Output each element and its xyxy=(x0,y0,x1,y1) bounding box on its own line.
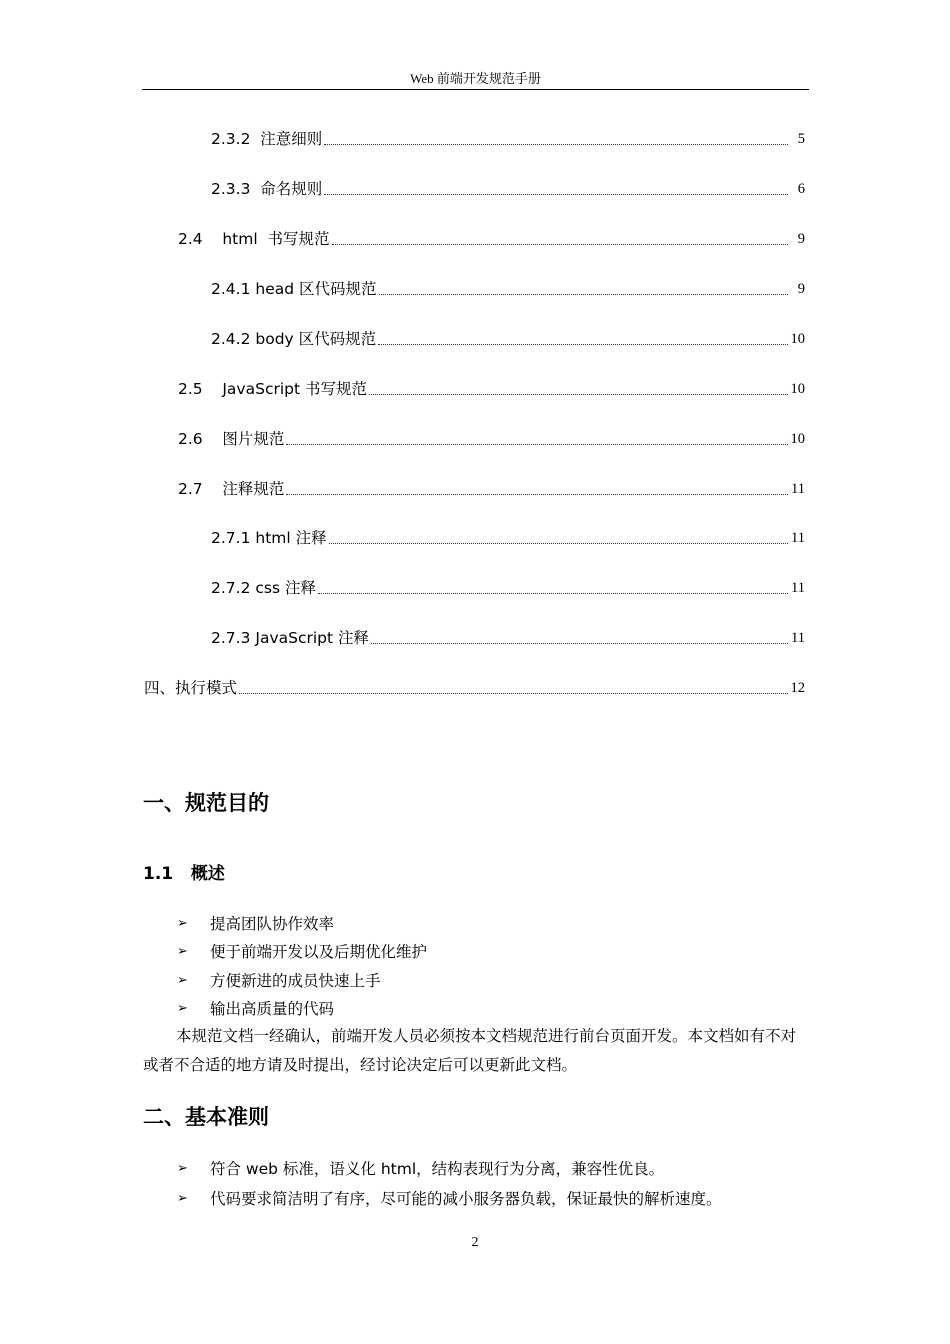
toc-leader-dots xyxy=(332,243,788,245)
page-number: 2 xyxy=(471,1235,479,1250)
toc-label: html 书写规范 xyxy=(222,230,330,248)
toc-label: 命名规则 xyxy=(260,180,323,198)
toc-number: 2.7.2 xyxy=(211,579,256,597)
toc-label: 注释规范 xyxy=(222,480,285,498)
toc-entry[interactable] xyxy=(211,177,805,199)
list-item-text: 方便新进的成员快速上手 xyxy=(210,972,381,990)
toc-entry[interactable] xyxy=(178,377,805,399)
list-item xyxy=(177,998,334,1020)
toc-page-number: 11 xyxy=(791,530,805,546)
toc-number: 2.4.2 xyxy=(211,330,256,348)
toc-number: 2.3.2 xyxy=(211,130,261,148)
toc-page-number: 9 xyxy=(797,231,805,247)
toc-entry[interactable] xyxy=(178,227,805,249)
list-item-text: 代码要求简洁明了有序，尽可能的减小服务器负载，保证最快的解析速度。 xyxy=(210,1190,722,1208)
toc-number: 2.7 xyxy=(178,480,223,498)
toc-page-number: 11 xyxy=(791,630,805,646)
toc-page-number: 10 xyxy=(790,331,805,347)
toc-page-number: 10 xyxy=(790,431,805,447)
toc-leader-dots xyxy=(379,293,789,295)
bullet-arrow-icon: ➢ xyxy=(177,944,188,959)
toc-leader-dots xyxy=(371,642,788,644)
list-item-text: 符合 web 标准，语义化 html，结构表现行为分离，兼容性优良。 xyxy=(210,1160,665,1178)
bullet-arrow-icon: ➢ xyxy=(177,973,188,988)
list-item xyxy=(177,1158,664,1180)
list-item-text: 便于前端开发以及后期优化维护 xyxy=(210,943,428,961)
toc-page-number: 12 xyxy=(790,680,805,696)
toc-label: 注意细则 xyxy=(260,130,323,148)
toc-page-number: 11 xyxy=(791,580,805,596)
toc-number: 2.6 xyxy=(178,430,223,448)
list-item-text: 输出高质量的代码 xyxy=(210,1000,335,1018)
page-header: Web 前端开发规范手册 xyxy=(142,70,809,90)
list-item xyxy=(177,913,334,935)
toc-page-number: 9 xyxy=(797,281,805,297)
section-heading: 一、规范目的 xyxy=(143,791,269,815)
bullet-arrow-icon: ➢ xyxy=(177,1001,188,1016)
toc-leader-dots xyxy=(329,542,788,544)
bullet-arrow-icon: ➢ xyxy=(177,916,188,931)
list-item-text: 提高团队协作效率 xyxy=(210,915,335,933)
toc-leader-dots xyxy=(286,443,787,445)
toc-label: body 区代码规范 xyxy=(255,330,377,348)
toc-entry[interactable] xyxy=(211,327,805,349)
list-item xyxy=(177,941,427,963)
subsection-heading: 1.1 概述 xyxy=(143,864,225,884)
list-item xyxy=(177,1188,722,1210)
toc-page-number: 11 xyxy=(791,481,805,497)
toc-leader-dots xyxy=(239,692,787,694)
toc-number: 2.5 xyxy=(178,380,223,398)
toc-label: JavaScript 注释 xyxy=(255,629,369,647)
toc-entry[interactable] xyxy=(211,526,805,548)
toc-label: 图片规范 xyxy=(222,430,285,448)
toc-number: 2.7.3 xyxy=(211,629,256,647)
list-item xyxy=(177,970,381,992)
toc-page-number: 6 xyxy=(797,181,805,197)
toc-leader-dots xyxy=(324,143,788,145)
toc-page-number: 10 xyxy=(790,381,805,397)
body-paragraph: 本规范文档一经确认，前端开发人员必须按本文档规范进行前台页面开发。本文档如有不对或者不合适的地方请及时提出，经讨论决定后可以更新此文档。 xyxy=(143,1027,797,1074)
toc-number: 2.4 xyxy=(178,230,223,248)
toc-number: 2.4.1 xyxy=(211,280,256,298)
toc-label: 四、执行模式 xyxy=(144,679,238,697)
toc-leader-dots xyxy=(318,592,788,594)
toc-leader-dots xyxy=(369,393,788,395)
toc-entry[interactable] xyxy=(211,277,805,299)
toc-leader-dots xyxy=(286,493,788,495)
toc-entry[interactable] xyxy=(211,127,805,149)
toc-entry[interactable] xyxy=(144,676,805,698)
section-heading: 二、基本准则 xyxy=(143,1105,269,1129)
toc-number: 2.7.1 xyxy=(211,529,256,547)
toc-label: head 区代码规范 xyxy=(255,280,377,298)
toc-leader-dots xyxy=(378,343,787,345)
toc-number: 2.3.3 xyxy=(211,180,261,198)
toc-entry[interactable] xyxy=(211,576,805,598)
toc-label: css 注释 xyxy=(255,579,316,597)
toc-page-number: 5 xyxy=(797,131,805,147)
toc-entry[interactable] xyxy=(211,626,805,648)
toc-entry[interactable] xyxy=(178,477,805,499)
toc-entry[interactable] xyxy=(178,427,805,449)
toc-label: JavaScript 书写规范 xyxy=(222,380,367,398)
toc-leader-dots xyxy=(324,193,788,195)
toc-label: html 注释 xyxy=(255,529,327,547)
bullet-arrow-icon: ➢ xyxy=(177,1161,188,1176)
bullet-arrow-icon: ➢ xyxy=(177,1191,188,1206)
